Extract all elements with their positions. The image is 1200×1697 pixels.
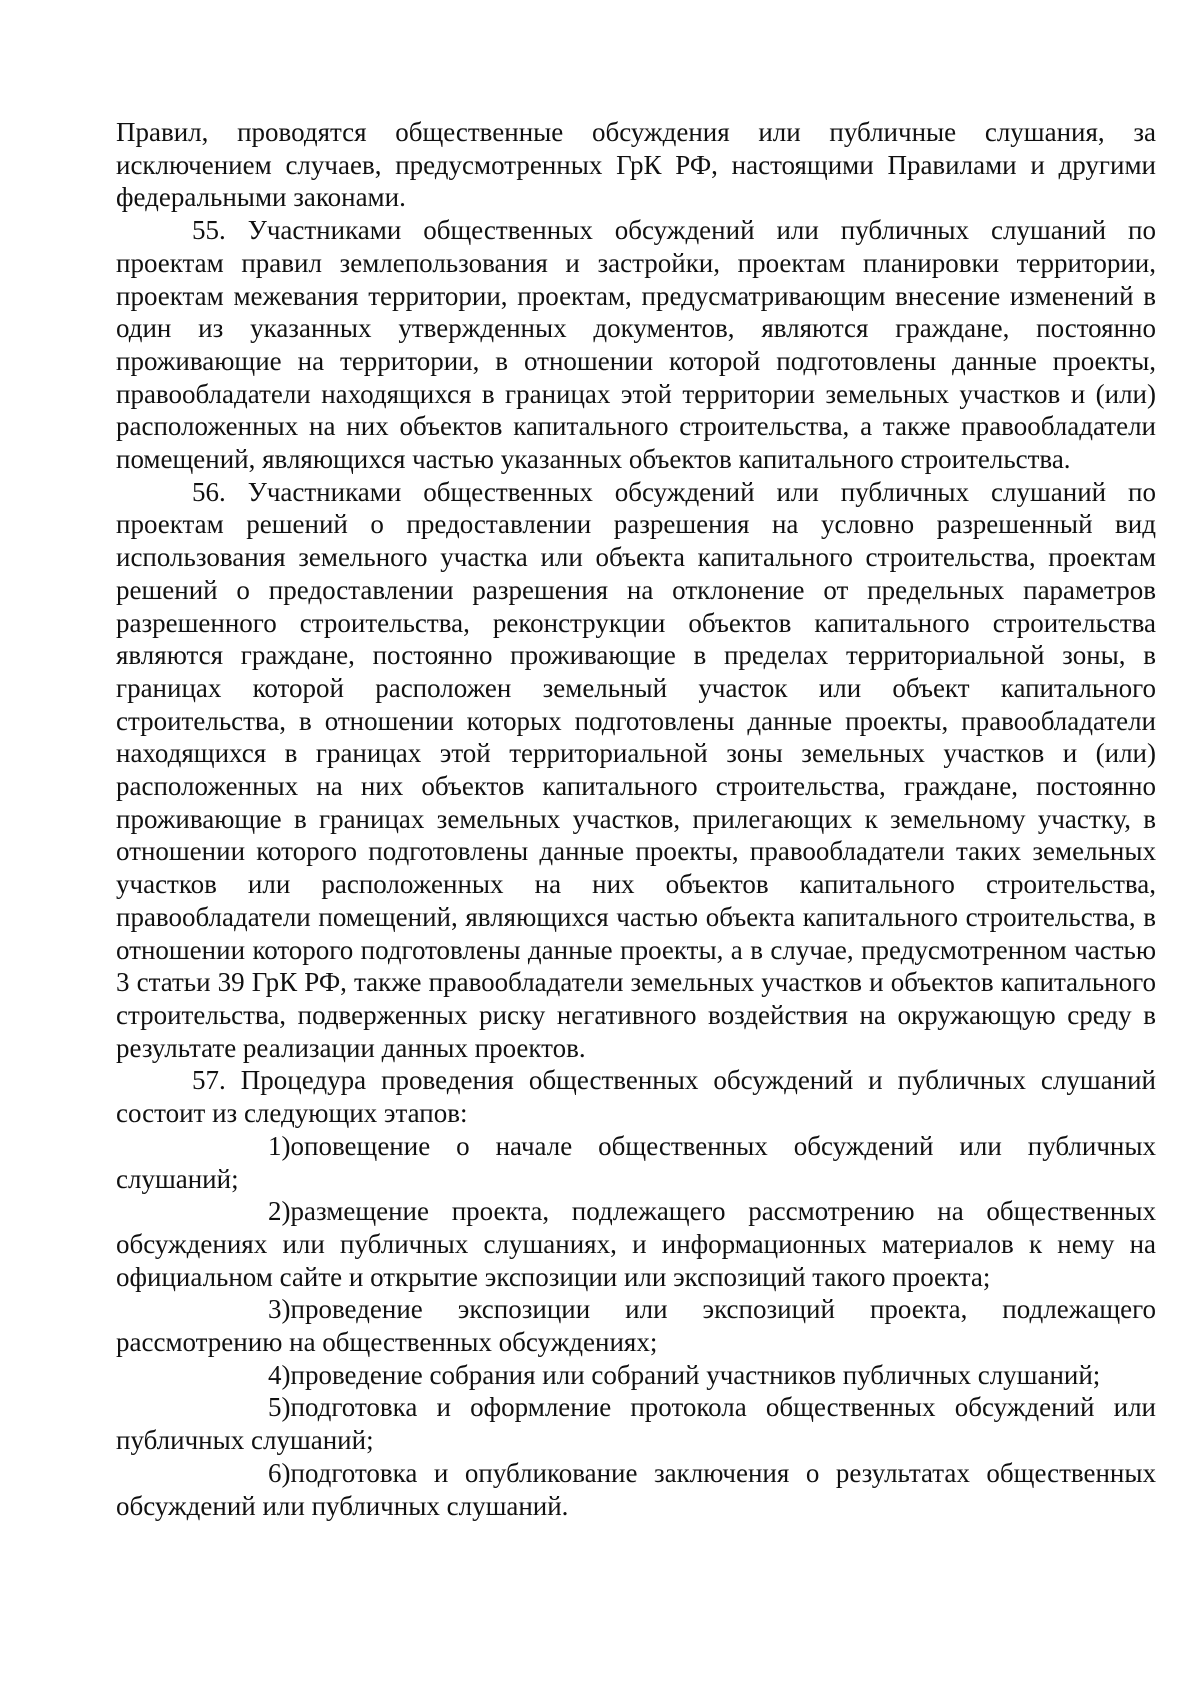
list-item-text: оповещение о начале общественных обсуждений или публичных слушаний; — [116, 1130, 1156, 1194]
list-item-text: проведение собрания или собраний участников публичных слушаний; — [290, 1359, 1101, 1390]
list-item-text: подготовка и оформление протокола общественных обсуждений или публичных слушаний; — [116, 1392, 1156, 1456]
list-item — [116, 1391, 1156, 1456]
paragraph-56: 56. Участниками общественных обсуждений или публичных слушаний по проектам решений о предоставлении разрешения на условно разрешенный вид использования земельного участка или объекта капитального строительства, проектам решений о предоставлении разрешения на отклонение от предельных параметров разрешенного строительства, реконструкции объектов капитального строительства являются граждане, постоянно проживающие в пределах территориальной зоны, в границах которой расположен земельный участок или объект капитального строительства, в отношении которых подготовлены данные проекты, правообладатели находящихся в границах этой территориальной зоны земельных участков и (или) расположенных на них объектов капитального строительства, граждане, постоянно проживающие в границах земельных участков, прилегающих к земельному участку, в отношении которого подготовлены данные проекты, правообладатели таких земельных участков или расположенных на них объектов капитального строительства, правообладатели помещений, являющихся частью объекта капитального строительства, в отношении которого подготовлены данные проекты, а в случае, предусмотренном частью 3 статьи 39 ГрК РФ, также правообладатели земельных участков и объектов капитального строительства, подверженных риску негативного воздействия на окружающую среду в результате реализации данных проектов. — [116, 476, 1156, 1063]
list-item-number: 3) — [268, 1294, 291, 1325]
paragraph-55: 55. Участниками общественных обсуждений или публичных слушаний по проектам правил землепользования и застройки, проектам планировки территории, проектам межевания территории, проектам, предусматривающим внесение изменений в один из указанных утвержденных документов, являются граждане, постоянно проживающие на территории, в отношении которой подготовлены данные проекты, правообладатели находящихся в границах этой территории земельных участков и (или) расположенных на них объектов капитального строительства, а также правообладатели помещений, являющихся частью указанных объектов капитального строительства. — [116, 215, 1156, 475]
paragraph-54-continuation: Правил, проводятся общественные обсуждения или публичные слушания, за исключением случаев, предусмотренных ГрК РФ, настоящими Правилами и другими федеральными законами. — [116, 117, 1156, 213]
list-item — [116, 1195, 1156, 1293]
list-item — [116, 1293, 1156, 1358]
paragraph-57: 57. Процедура проведения общественных обсуждений и публичных слушаний состоит из следующих этапов: — [116, 1065, 1156, 1129]
list-item — [116, 1457, 1156, 1522]
list-item — [116, 1130, 1156, 1195]
list-item-number: 4) — [268, 1359, 291, 1390]
list-item — [116, 1359, 1156, 1392]
list-item-text: подготовка и опубликование заключения о результатах общественных обсуждений или публичных слушаний. — [116, 1457, 1156, 1521]
list-item-number: 1) — [268, 1130, 291, 1161]
list-item-number: 2) — [268, 1196, 291, 1227]
list-item-number: 6) — [268, 1457, 291, 1488]
document-page — [116, 116, 1156, 1522]
list-item-number: 5) — [268, 1392, 291, 1423]
list-item-text: размещение проекта, подлежащего рассмотрению на общественных обсуждениях или публичных слушаниях, и информационных материалов к нему на официальном сайте и открытие экспозиции или экспозиций такого проекта; — [116, 1196, 1156, 1292]
list-item-text: проведение экспозиции или экспозиций проекта, подлежащего рассмотрению на общественных обсуждениях; — [116, 1294, 1156, 1358]
